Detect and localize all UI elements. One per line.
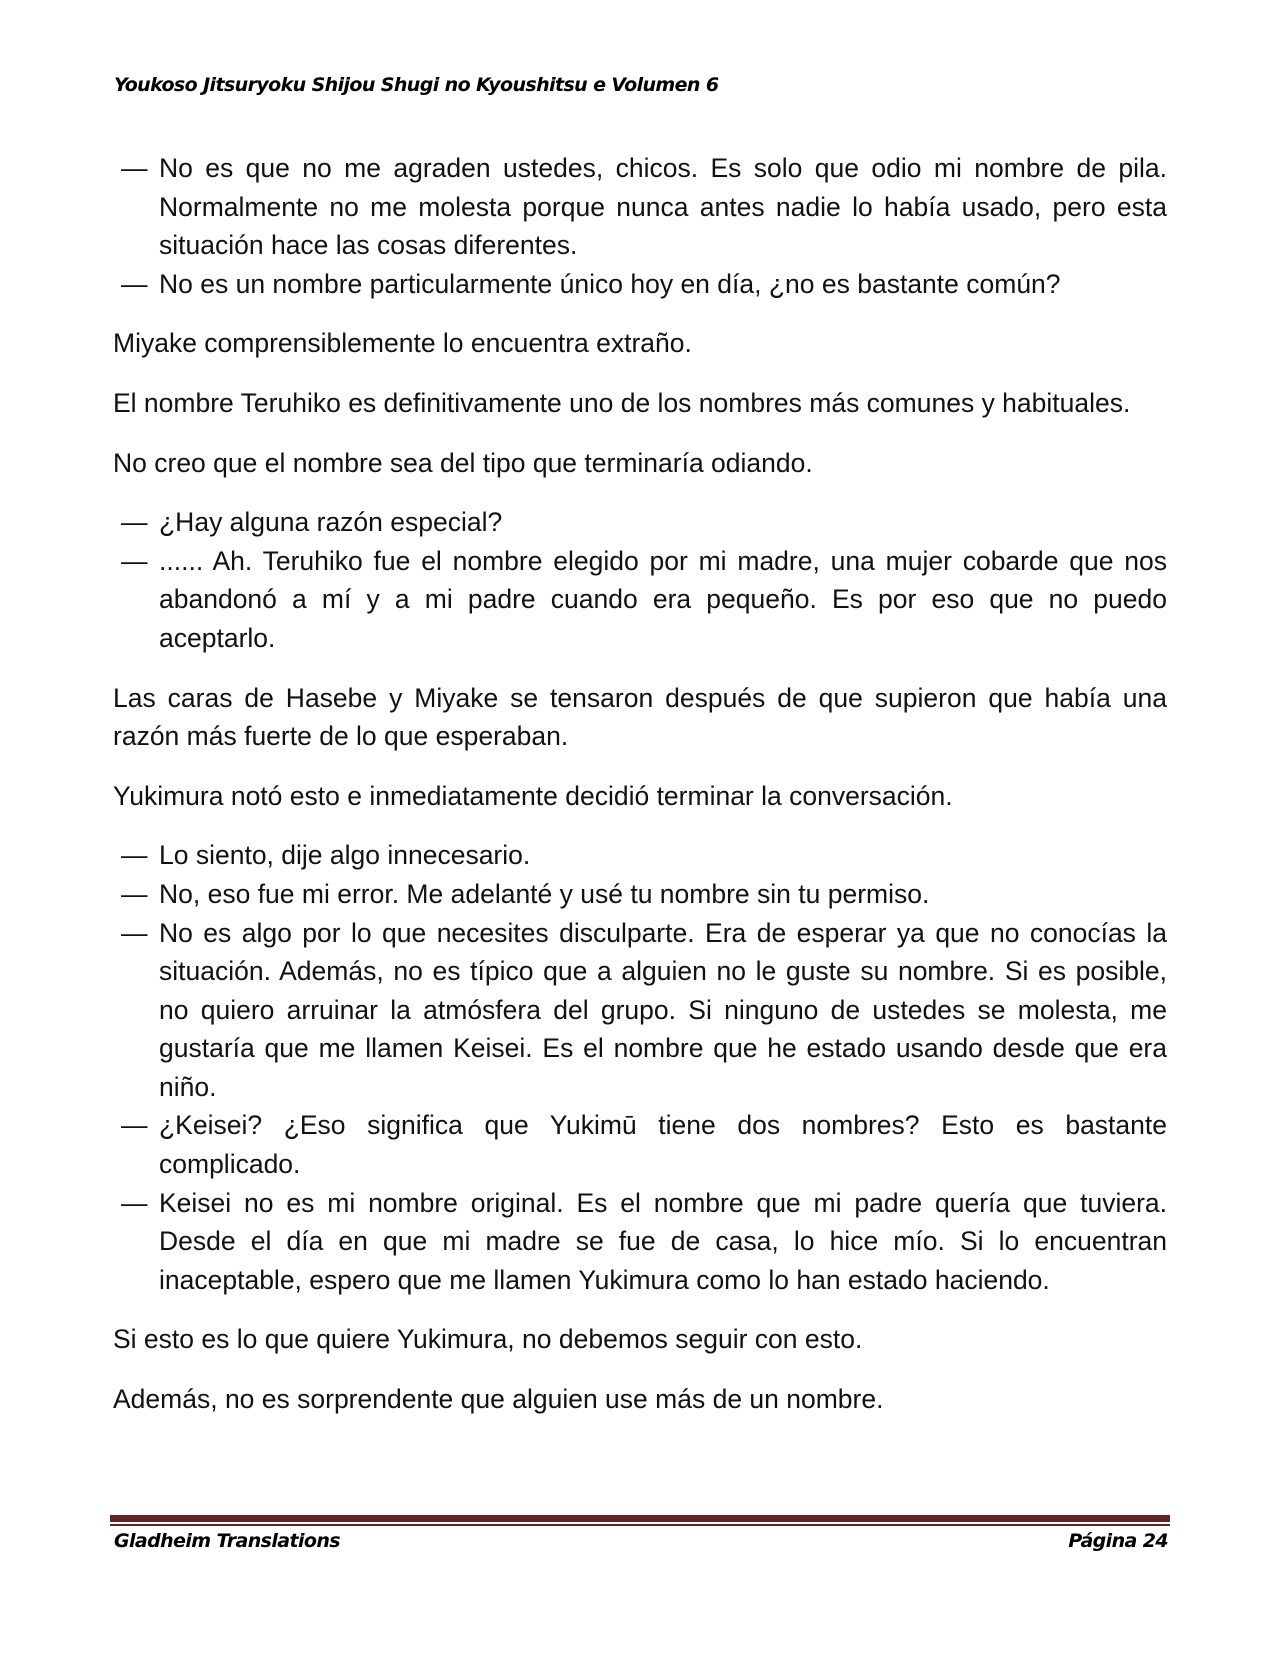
dialogue-dash: — (121, 840, 148, 871)
paragraph: Yukimura notó esto e inmediatamente decidió terminar la conversación. (113, 780, 953, 811)
dialogue-block (113, 836, 1167, 1299)
dialogue-line (113, 1106, 1167, 1183)
paragraph: Si esto es lo que quiere Yukimura, no debemos seguir con esto. (113, 1324, 863, 1355)
footer-rule (110, 1515, 1170, 1522)
dialogue-text: ¿Hay alguna razón especial? (159, 507, 503, 538)
dialogue-text: ...... Ah. Teruhiko fue el nombre elegido por mi madre, una mujer cobarde que nos abandonó a mí y a mi padre cuando era pequeño. Es por eso que no puedo aceptarlo. (159, 545, 1167, 653)
dialogue-line (113, 914, 1167, 1107)
page-number: Página 24 (1068, 1530, 1168, 1552)
paragraph: Además, no es sorprendente que alguien use más de un nombre. (113, 1384, 884, 1415)
dialogue-dash: — (121, 1187, 148, 1218)
dialogue-line (113, 149, 1167, 265)
dialogue-dash: — (121, 507, 148, 538)
paragraph: El nombre Teruhiko es definitivamente uno de los nombres más comunes y habituales. (113, 387, 1131, 418)
dialogue-text: Lo siento, dije algo innecesario. (159, 840, 531, 871)
dialogue-text: ¿Keisei? ¿Eso significa que Yukimū tiene dos nombres? Esto es bastante complicado. (159, 1110, 1167, 1180)
dialogue-dash: — (121, 878, 148, 909)
dialogue-line (113, 265, 1167, 304)
dialogue-text: No es que no me agraden ustedes, chicos. Es solo que odio mi nombre de pila. Normalmente no me molesta porque nunca antes nadie lo había usado, pero esta situación hace las cosas diferentes. (159, 153, 1167, 261)
dialogue-text: No es un nombre particularmente único hoy en día, ¿no es bastante común? (159, 268, 1061, 299)
page-body (113, 149, 1167, 1440)
dialogue-dash: — (121, 545, 148, 576)
footer-rule-thin (110, 1524, 1170, 1526)
paragraph: Miyake comprensiblemente lo encuentra extraño. (113, 328, 692, 359)
dialogue-line (113, 836, 1167, 875)
dialogue-dash: — (121, 917, 148, 948)
dialogue-block (113, 149, 1167, 303)
dialogue-dash: — (121, 1110, 148, 1141)
running-header: Youkoso Jitsuryoku Shijou Shugi no Kyoushitsu e Volumen 6 (114, 74, 719, 96)
paragraph: Las caras de Hasebe y Miyake se tensaron después de que supieron que había una razón más fuerte de lo que esperaban. (113, 682, 1167, 752)
dialogue-line (113, 503, 1167, 542)
paragraph: No creo que el nombre sea del tipo que terminaría odiando. (113, 447, 813, 478)
dialogue-block (113, 503, 1167, 657)
dialogue-line (113, 1184, 1167, 1300)
dialogue-dash: — (121, 268, 148, 299)
dialogue-dash: — (121, 153, 148, 183)
dialogue-line (113, 542, 1167, 658)
footer-translator: Gladheim Translations (114, 1530, 340, 1552)
dialogue-text: No, eso fue mi error. Me adelanté y usé tu nombre sin tu permiso. (159, 878, 930, 909)
dialogue-text: No es algo por lo que necesites disculparte. Era de esperar ya que no conocías la situación. Además, no es típico que a alguien no le guste su nombre. Si es posible, no quiero arruinar la atmósfera del grupo. Si ninguno de ustedes se molesta, me gustaría que me llamen Keisei. Es el nombre que he estado usando desde que era niño. (159, 917, 1167, 1102)
dialogue-line (113, 875, 1167, 914)
dialogue-text: Keisei no es mi nombre original. Es el nombre que mi padre quería que tuviera. Desde el día en que mi madre se fue de casa, lo hice mío. Si lo encuentran inaceptable, espero que me llamen Yukimura como lo han estado haciendo. (159, 1187, 1167, 1295)
